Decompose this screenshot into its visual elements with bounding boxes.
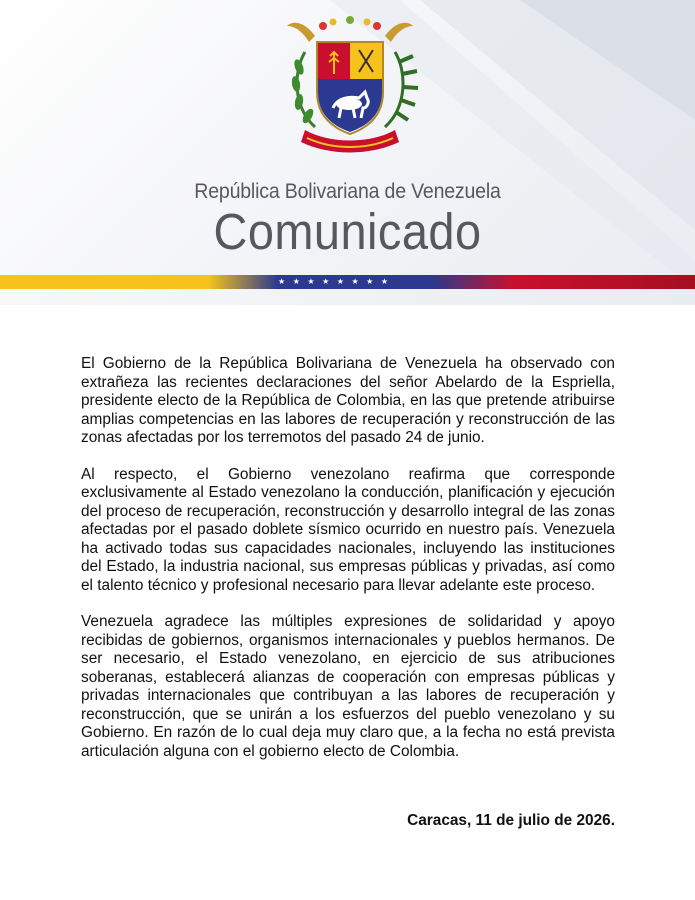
country-name: República Bolivariana de Venezuela — [194, 180, 501, 203]
communique-body — [81, 355, 615, 779]
paragraph-1: El Gobierno de la República Bolivariana de Venezuela ha observado con extrañeza las recientes declaraciones del señor Abelardo de la Espriella, presidente electo de la República de Colombia, en las que pretende atribuirse amplias competencias en las labores de recuperación y reconstrucción de las zonas afectadas por los terremotos del pasado 24 de junio. — [81, 355, 615, 446]
star-icon: ★ — [322, 277, 330, 286]
letterhead — [0, 0, 695, 305]
star-icon: ★ — [336, 277, 344, 286]
star-icon: ★ — [380, 277, 388, 286]
paragraph-3: Venezuela agradece las múltiples expresiones de solidaridad y apoyo recibidas de gobiernos, organismos internacionales y pueblos hermanos. De ser necesario, el Estado venezolano, en ejercicio de sus atribuciones soberanas, establecerá alianzas de cooperación con empresas públicas y privadas internacionales que contribuyan a las labores de recuperación y reconstrucción, que se unirán a los esfuerzos del pueblo venezolano y su Gobierno. En razón de lo cual deja muy claro que, a la fecha no está prevista articulación alguna con el gobierno electo de Colombia. — [81, 613, 615, 760]
star-icon: ★ — [366, 277, 374, 286]
star-icon: ★ — [292, 277, 300, 286]
star-row — [278, 276, 388, 288]
star-icon: ★ — [278, 277, 286, 286]
star-icon: ★ — [307, 277, 315, 286]
paragraph-2: Al respecto, el Gobierno venezolano reafirma que corresponde exclusivamente al Estado venezolano la conducción, planificación y ejecución del proceso de recuperación, reconstrucción y desarrollo integral de las zonas afectadas por el pasado doblete sísmico ocurrido en nuestro país. Venezuela ha activado todas sus capacidades nacionales, incluyendo las instituciones del Estado, la industria nacional, sus empresas públicas y privadas, así como el talento técnico y profesional necesario para llevar adelante este proceso. — [81, 465, 615, 594]
star-icon: ★ — [351, 277, 359, 286]
document-title: Comunicado — [213, 203, 482, 260]
coat-of-arms-icon — [275, 12, 425, 162]
place-and-date: Caracas, 11 de julio de 2026. — [407, 812, 615, 829]
